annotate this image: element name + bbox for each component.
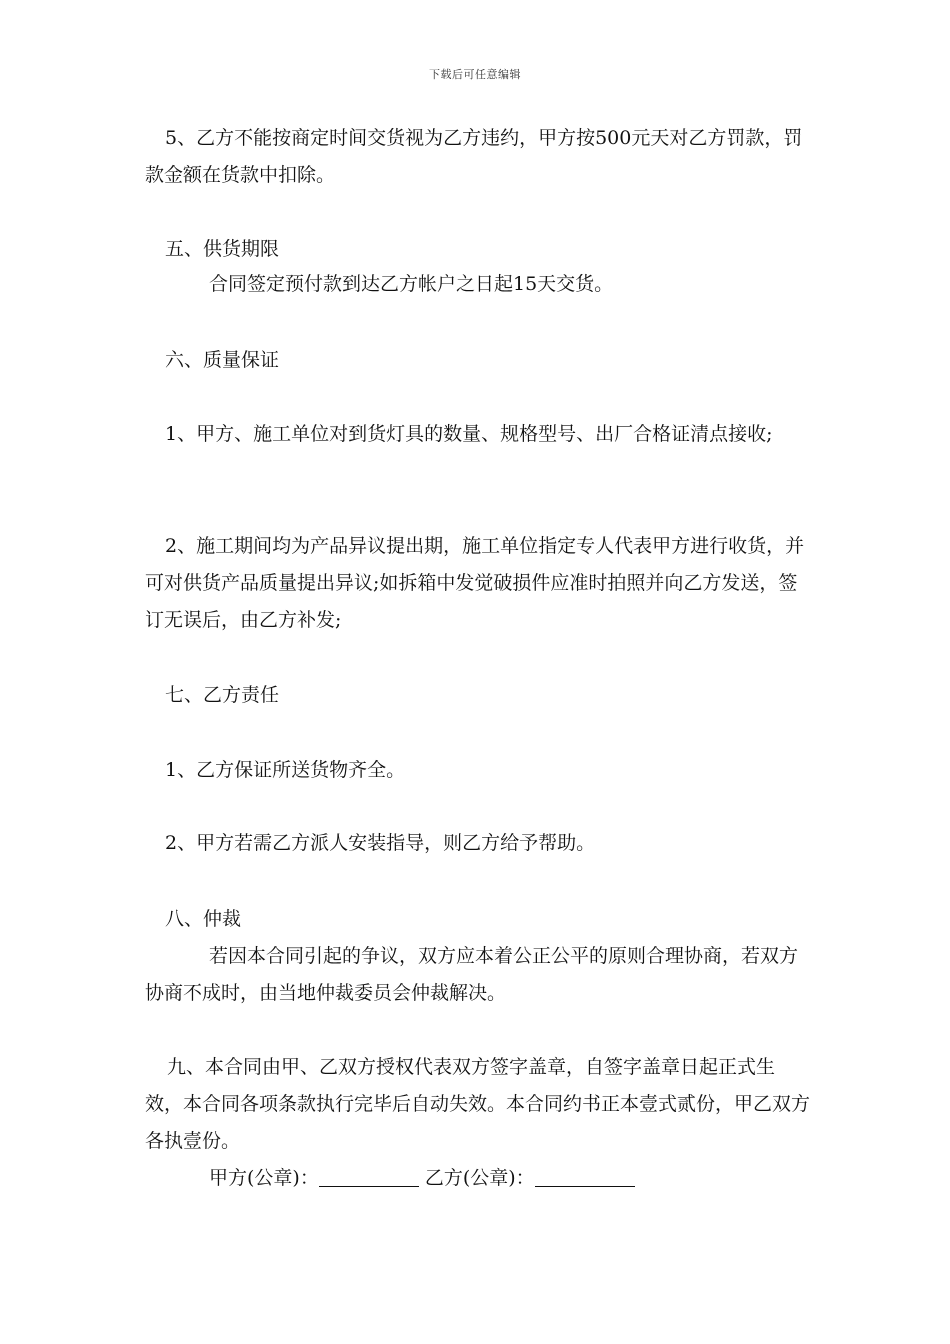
section-seven-item-1: 1、乙方保证所送货物齐全。 — [165, 759, 406, 781]
section-nine-body: 九、本合同由甲、乙双方授权代表双方签字盖章，自签字盖章日起正式生效，本合同各项条款执行完毕后自动失效。本合同约书正本壹式贰份，甲乙双方各执壹份。 — [145, 1056, 811, 1152]
party-b-label: 乙方(公章)： — [424, 1167, 535, 1189]
party-a-blank[interactable] — [319, 1164, 419, 1187]
section-five-body: 合同签定预付款到达乙方帐户之日起15天交货。 — [209, 273, 614, 295]
section-five-heading: 五、供货期限 — [165, 238, 280, 260]
section-eight-body: 若因本合同引起的争议，双方应本着公正公平的原则合理协商，若双方协商不成时，由当地仲裁委员会仲裁解决。 — [145, 945, 799, 1004]
section-seven-heading: 七、乙方责任 — [165, 684, 280, 706]
section-six-item-2: 2、施工期间均为产品异议提出期，施工单位指定专人代表甲方进行收货，并可对供货产品质量提出异议;如拆箱中发觉破损件应准时拍照并向乙方发送，签订无误后，由乙方补发; — [145, 535, 805, 631]
section-seven-item-2: 2、甲方若需乙方派人安装指导，则乙方给予帮助。 — [165, 832, 596, 854]
section-six-heading: 六、质量保证 — [165, 349, 280, 371]
signature-line — [209, 1160, 641, 1197]
penalty-clause: 5、乙方不能按商定时间交货视为乙方违约，甲方按500元天对乙方罚款，罚款金额在货款中扣除。 — [145, 127, 803, 186]
party-a-label: 甲方(公章)： — [209, 1167, 319, 1189]
section-six-item-1: 1、甲方、施工单位对到货灯具的数量、规格型号、出厂合格证清点接收; — [165, 423, 773, 445]
page-header-note: 下载后可任意编辑 — [429, 68, 521, 81]
party-b-blank[interactable] — [535, 1164, 635, 1187]
section-eight-heading: 八、仲裁 — [165, 908, 242, 930]
